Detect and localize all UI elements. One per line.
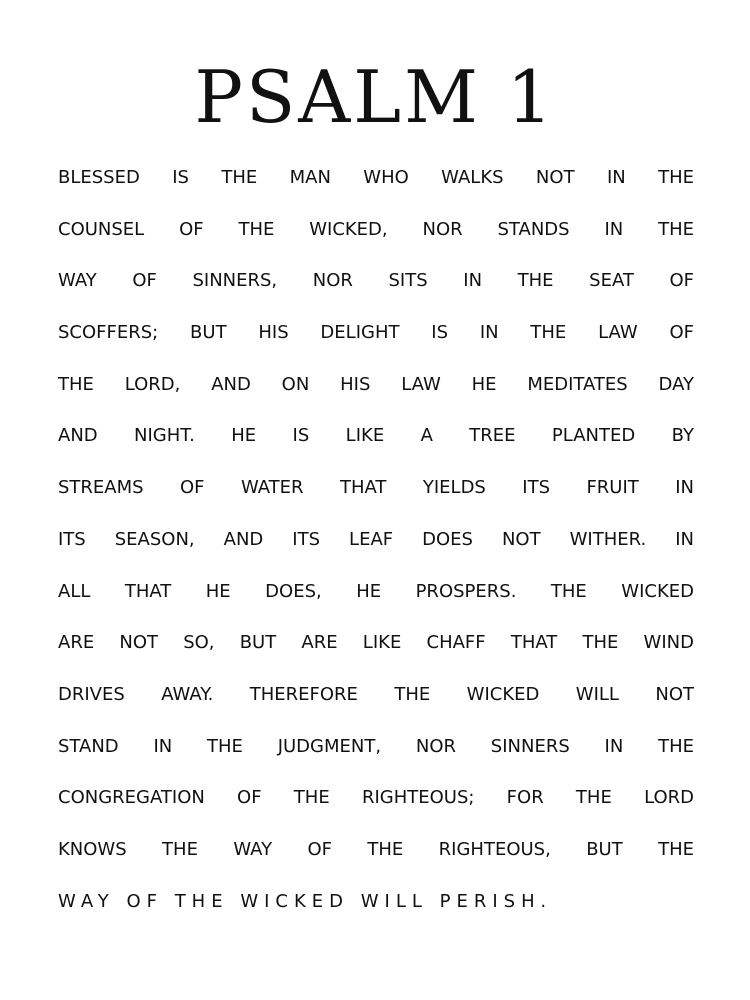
text-line: ALL THAT HE DOES, HE PROSPERS. THE WICKED	[58, 580, 694, 602]
text-line: STAND IN THE JUDGMENT, NOR SINNERS IN THE	[58, 735, 694, 757]
text-line: DRIVES AWAY. THEREFORE THE WICKED WILL NOT	[58, 683, 694, 705]
text-line: CONGREGATION OF THE RIGHTEOUS; FOR THE LORD	[58, 787, 694, 809]
text-line: THE LORD, AND ON HIS LAW HE MEDITATES DAY	[58, 373, 694, 395]
text-line: COUNSEL OF THE WICKED, NOR STANDS IN THE	[58, 218, 694, 240]
text-line: WAY OF SINNERS, NOR SITS IN THE SEAT OF	[58, 270, 694, 292]
text-line: ITS SEASON, AND ITS LEAF DOES NOT WITHER. IN	[58, 528, 694, 550]
text-line-last: WAY OF THE WICKED WILL PERISH.	[58, 890, 553, 912]
psalm-text	[58, 152, 694, 927]
text-line: SCOFFERS; BUT HIS DELIGHT IS IN THE LAW OF	[58, 322, 694, 344]
text-line: ARE NOT SO, BUT ARE LIKE CHAFF THAT THE WIND	[58, 632, 694, 654]
text-line: STREAMS OF WATER THAT YIELDS ITS FRUIT IN	[58, 477, 694, 499]
page-title: PSALM 1	[194, 55, 556, 139]
text-line: KNOWS THE WAY OF THE RIGHTEOUS, BUT THE	[58, 838, 694, 860]
text-line: BLESSED IS THE MAN WHO WALKS NOT IN THE	[58, 167, 694, 188]
text-line: AND NIGHT. HE IS LIKE A TREE PLANTED BY	[58, 425, 694, 447]
